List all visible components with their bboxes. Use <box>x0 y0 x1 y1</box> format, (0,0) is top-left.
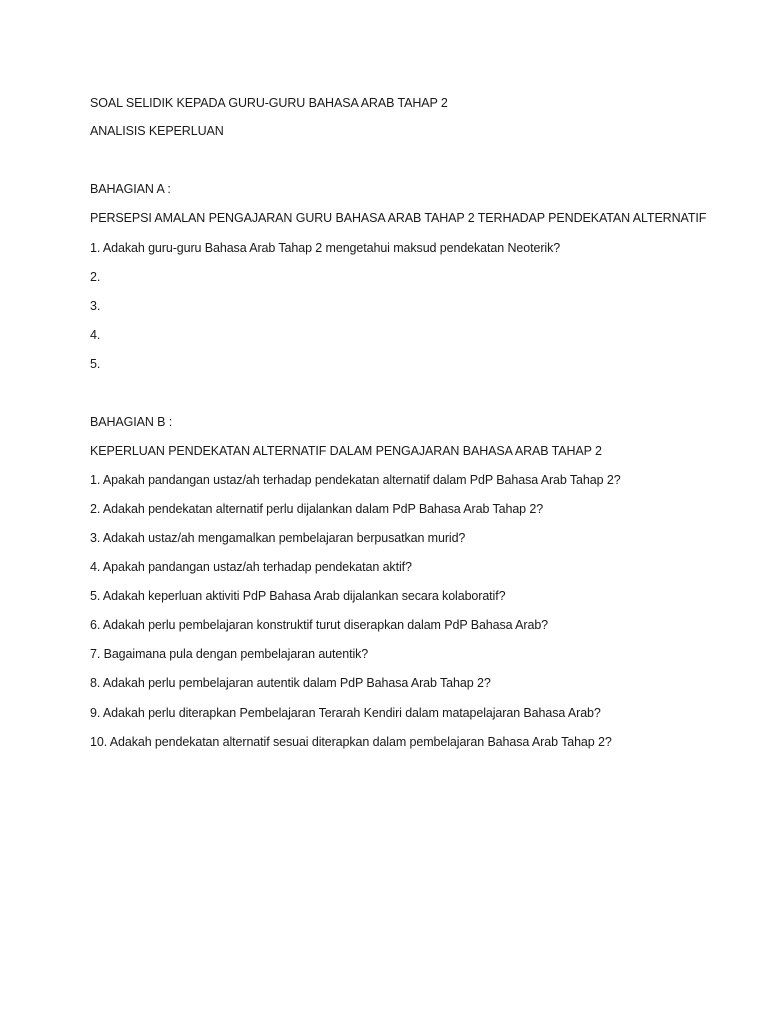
section-b-item-1: 1. Apakah pandangan ustaz/ah terhadap pendekatan alternatif dalam PdP Bahasa Arab Tahap 2? <box>90 473 621 487</box>
section-a-item-1: 1. Adakah guru-guru Bahasa Arab Tahap 2 mengetahui maksud pendekatan Neoterik? <box>90 241 561 255</box>
section-b-item-2: 2. Adakah pendekatan alternatif perlu dijalankan dalam PdP Bahasa Arab Tahap 2? <box>90 502 544 516</box>
section-b-item-7: 7. Bagaimana pula dengan pembelajaran autentik? <box>90 647 369 661</box>
section-b-title: KEPERLUAN PENDEKATAN ALTERNATIF DALAM PENGAJARAN BAHASA ARAB TAHAP 2 <box>90 444 602 458</box>
section-a-item-2: 2. <box>90 270 101 284</box>
document-subtitle: ANALISIS KEPERLUAN <box>90 124 224 138</box>
section-a-heading: BAHAGIAN A : <box>90 182 171 196</box>
section-b-heading: BAHAGIAN B : <box>90 415 173 429</box>
section-a-item-3: 3. <box>90 299 101 313</box>
section-a-item-5: 5. <box>90 357 101 371</box>
section-b-item-4: 4. Apakah pandangan ustaz/ah terhadap pendekatan aktif? <box>90 560 412 574</box>
section-b-item-10: 10. Adakah pendekatan alternatif sesuai diterapkan dalam pembelajaran Bahasa Arab Tahap 2? <box>90 735 612 749</box>
section-b-item-3: 3. Adakah ustaz/ah mengamalkan pembelajaran berpusatkan murid? <box>90 531 466 545</box>
section-b-item-8: 8. Adakah perlu pembelajaran autentik dalam PdP Bahasa Arab Tahap 2? <box>90 676 491 690</box>
document-title: SOAL SELIDIK KEPADA GURU-GURU BAHASA ARAB TAHAP 2 <box>90 96 448 110</box>
section-b-item-5: 5. Adakah keperluan aktiviti PdP Bahasa Arab dijalankan secara kolaboratif? <box>90 589 506 603</box>
section-a-title: PERSEPSI AMALAN PENGAJARAN GURU BAHASA ARAB TAHAP 2 TERHADAP PENDEKATAN ALTERNATIF <box>90 211 707 225</box>
section-b-item-9: 9. Adakah perlu diterapkan Pembelajaran Terarah Kendiri dalam matapelajaran Bahasa Arab? <box>90 706 601 720</box>
section-b-item-6: 6. Adakah perlu pembelajaran konstruktif turut diserapkan dalam PdP Bahasa Arab? <box>90 618 549 632</box>
section-a-item-4: 4. <box>90 328 101 342</box>
